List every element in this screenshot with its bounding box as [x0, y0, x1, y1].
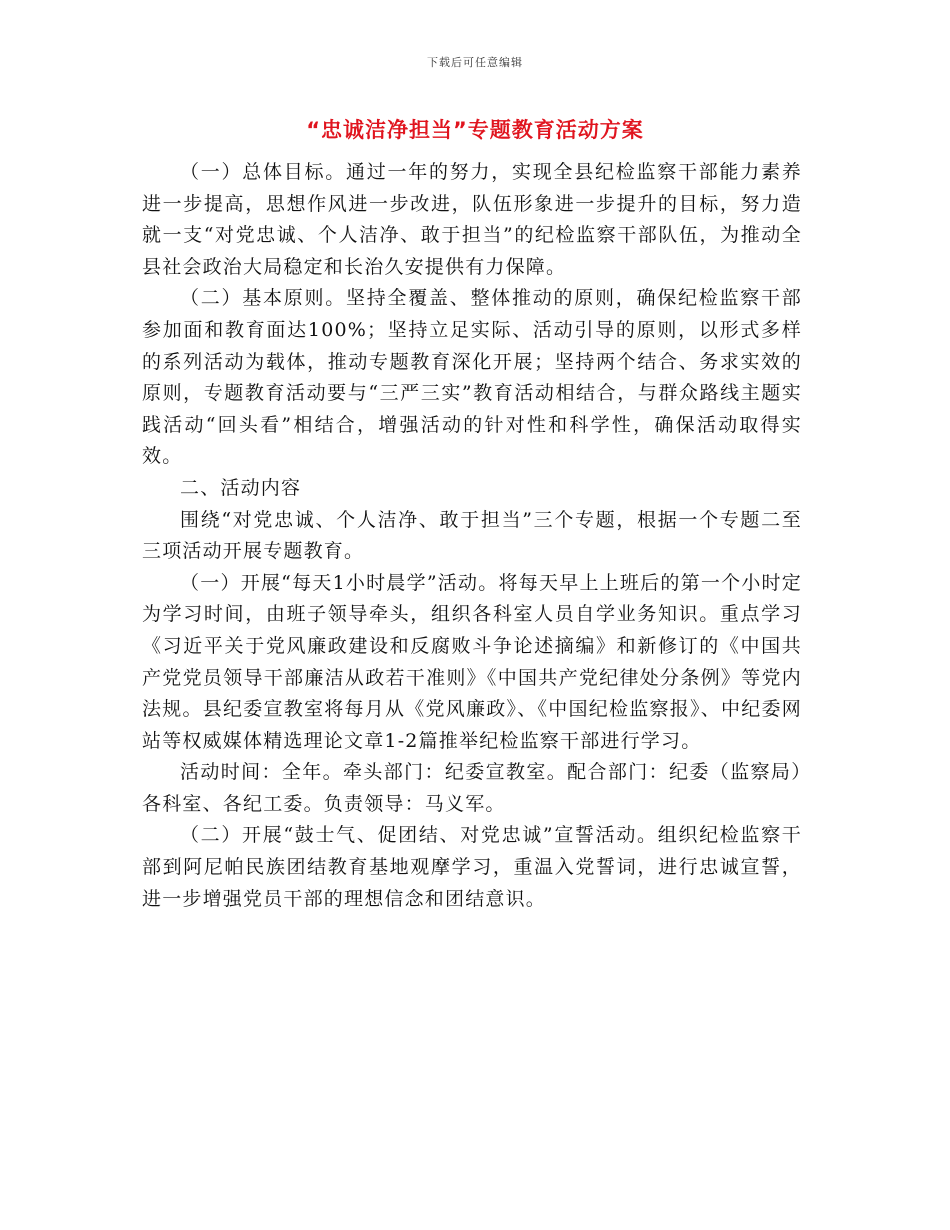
paragraph-basic-principles: （二）基本原则。坚持全覆盖、整体推动的原则，确保纪检监察干部参加面和教育面达100%；坚持立足实际、活动引导的原则，以形式多样的系列活动为载体，推动专题教育深化开展；坚持两个结合、务求实效的原则，专题教育活动要与“三严三实”教育活动相结合，与群众路线主题实践活动“回头看”相结合，增强活动的针对性和科学性，确保活动取得实效。 [142, 287, 802, 468]
section-heading-activity-content: 二、活动内容 [180, 476, 302, 499]
header-note: 下载后可任意编辑 [427, 56, 523, 69]
document-body [142, 157, 802, 915]
paragraph-activity-intro: 围绕“对党忠诚、个人洁净、敢于担当”三个专题，根据一个专题二至三项活动开展专题教育。 [142, 508, 802, 563]
document-title: “忠诚洁净担当”专题教育活动方案 [306, 118, 644, 142]
paragraph-oath-activity: （二）开展“鼓士气、促团结、对党忠诚”宣誓活动。组织纪检监察干部到阿尼帕民族团结教育基地观摩学习，重温入党誓词，进行忠诚宣誓，进一步增强党员干部的理想信念和团结意识。 [142, 824, 802, 910]
paragraph-morning-study: （一）开展“每天1小时晨学”活动。将每天早上上班后的第一个小时定为学习时间，由班子领导牵头，组织各科室人员自学业务知识。重点学习《习近平关于党风廉政建设和反腐败斗争论述摘编》和新修订的《中国共产党党员领导干部廉洁从政若干准则》《中国共产党纪律处分条例》等党内法规。县纪委宣教室将每月从《党风廉政》、《中国纪检监察报》、中纪委网站等权威媒体精选理论文章1-2篇推举纪检监察干部进行学习。 [142, 571, 802, 752]
paragraph-overall-goal: （一）总体目标。通过一年的努力，实现全县纪检监察干部能力素养进一步提高，思想作风进一步改进，队伍形象进一步提升的目标，努力造就一支“对党忠诚、个人洁净、敢于担当”的纪检监察干部队伍，为推动全县社会政治大局稳定和长治久安提供有力保障。 [142, 161, 802, 278]
paragraph-activity-time: 活动时间：全年。牵头部门：纪委宣教室。配合部门：纪委（监察局）各科室、各纪工委。负责领导：马义军。 [142, 761, 802, 815]
